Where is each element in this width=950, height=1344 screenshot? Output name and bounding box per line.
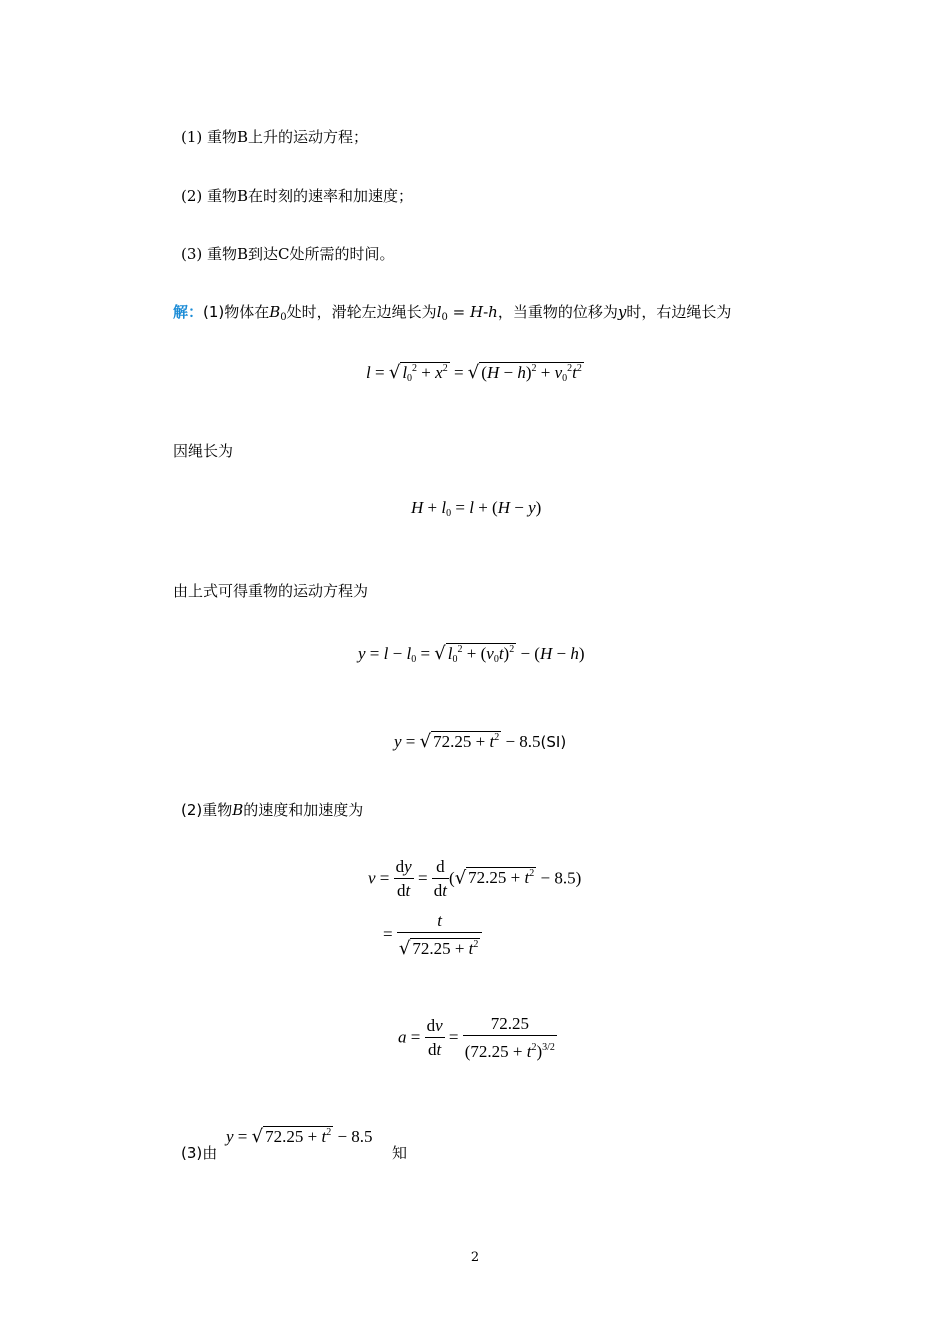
part-3-text — [181, 1143, 217, 1163]
motion-text — [173, 581, 368, 601]
equation-acceleration: a = $\frac{dv}{dt}$ = $\frac{72.25}{(72.25 + t^2)^{3/2}}$ — [398, 1014, 555, 1061]
page-number-text: 2 — [470, 1250, 480, 1265]
part-2-rest: 的速度和加速度为 — [243, 801, 364, 819]
intro-b: 处时，滑轮左边绳长为 — [286, 303, 437, 321]
intro-d: 时，右边绳长为 — [626, 303, 732, 321]
equation-rope-length: l = √ $l_0^2 + x^2$ = √ $(H - h)^2 + v_0^2t^2$ — [366, 362, 582, 384]
equation-part-3: y = √ $72.25 + t^2 - 8.5$ — [226, 1126, 373, 1147]
question-2 — [181, 186, 413, 206]
motion-text-label: 由上式可得重物的运动方程为 — [173, 582, 369, 600]
question-1-text: (1) 重物B上升的运动方程； — [181, 128, 369, 146]
equation-velocity: v = $\frac{dy}{dt}$ = $\frac{d}{dt}$ (√ $72.25 + t^2 - 8.5$) — [368, 857, 582, 900]
question-1 — [181, 127, 368, 147]
equation-motion: $y = l - l_0$ = √ $l_0^2 + (v_0t)^2 - (H - h)$ — [358, 643, 585, 665]
solution-label: 解： — [173, 303, 204, 321]
part-3-rest: 知 — [392, 1144, 408, 1162]
equation-velocity-result: = $\frac{t}{√ 72.25 + t^2}$ — [383, 910, 482, 961]
equation-rope-constant: $H + l_0 = l + (H - y)$ — [411, 498, 542, 519]
part-2-label: (2)重物 — [181, 801, 233, 819]
question-3 — [181, 244, 395, 264]
rope-text — [173, 441, 233, 461]
intro-c: ，当重物的位移为 — [497, 303, 618, 321]
part-3-label: (3)由 — [181, 1144, 218, 1162]
question-3-text: (3) 重物B到达C处所需的时间。 — [181, 245, 395, 263]
part-3-suffix — [392, 1143, 407, 1163]
question-2-text: (2) 重物B在时刻的速率和加速度； — [181, 187, 414, 205]
intro-a: (1)物体在 — [203, 303, 270, 321]
equation-motion-numeric: y = √ $72.25 + t^2 - 8.5(SI)$ — [394, 731, 567, 752]
page-number — [0, 1248, 950, 1268]
part-2-text: (2)重物B的速度和加速度为 — [181, 801, 364, 819]
si-label: (SI) — [540, 733, 567, 751]
solution-intro: 解：(1)物体在$B_0$处时，滑轮左边绳长为$l_0 = H-h$，当重物的位移为y时，右边绳长为 — [173, 303, 732, 323]
rope-text-label: 因绳长为 — [173, 442, 234, 460]
